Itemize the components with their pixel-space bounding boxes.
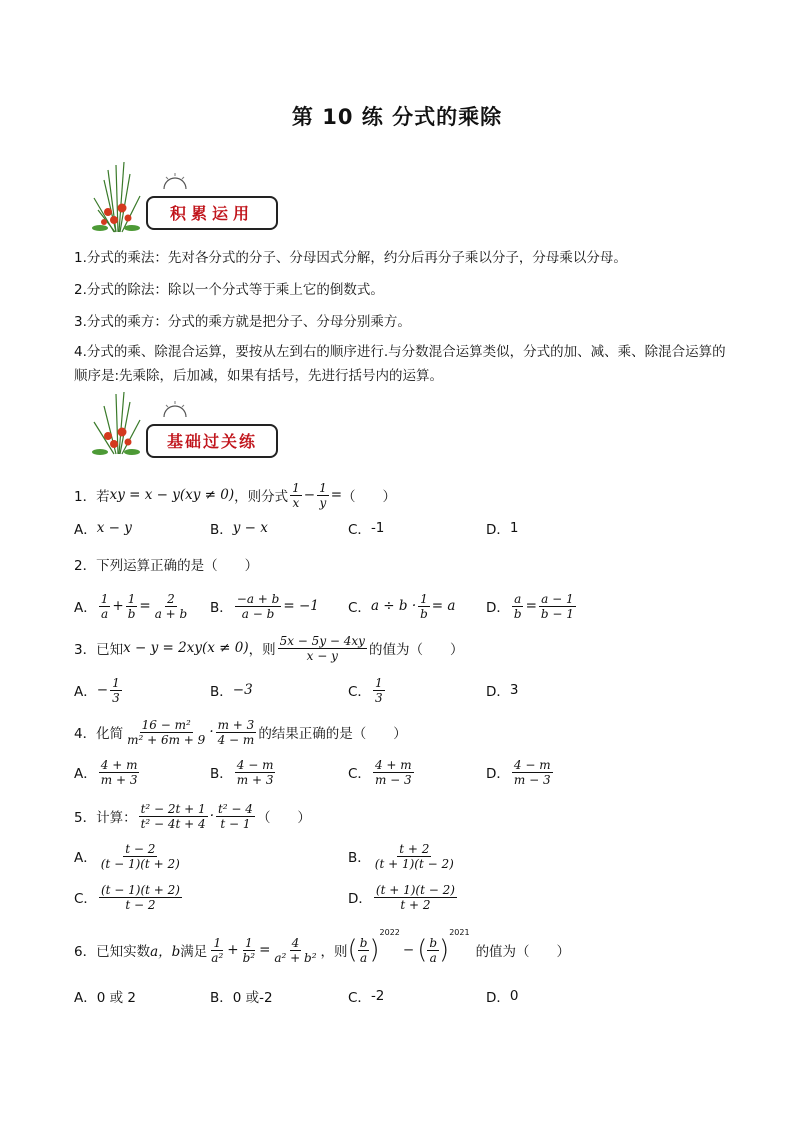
- q1-option-c[interactable]: C． -1: [348, 520, 385, 538]
- q2-option-d[interactable]: D． $\frac{a}{b}$ = $\frac{a - 1}{b - 1}$: [486, 591, 574, 621]
- q4-option-b[interactable]: B． $\frac{4 - m}{m + 3}$: [210, 757, 274, 787]
- q1-option-a[interactable]: A． x − y: [74, 520, 132, 538]
- question-2: 2．下列运算正确的是（ ）: [74, 558, 259, 574]
- q4-option-d[interactable]: D． $\frac{4 - m}{m - 3}$: [486, 757, 551, 787]
- q6-option-c[interactable]: C． -2: [348, 988, 385, 1006]
- q2-option-b[interactable]: B． $\frac{-a + b}{a - b}$ = −1: [210, 591, 319, 621]
- q5-option-a[interactable]: A． $\frac{t - 2}{(t - 1)(t + 2)}$: [74, 841, 180, 871]
- q4-option-a[interactable]: A． $\frac{4 + m}{m + 3}$: [74, 757, 138, 787]
- q1-option-d[interactable]: D． 1: [486, 520, 519, 538]
- q6-option-b[interactable]: B． 0 或-2: [210, 990, 273, 1006]
- question-4: 4．化简 $\frac{\text{16 − m²}}{\text{m² + 6m + 9}}$ · $\frac{m + 3}{4 - m}$ 的结果正确的是（ ）: [74, 717, 407, 747]
- question-5: 5．计算： $\frac{\text{t² − 2t + 1}}{\text{t² − 4t + 4}}$ · $\frac{\text{t² − 4}}{t - 1}$ （ ）: [74, 801, 311, 831]
- question-6: 6．已知实数 a，b 满足 $\frac{1}{\text{a²}}$ + $\frac{1}{\text{b²}}$ = $\frac{4}{\text{a² + b²}}$ ，则 ( $\frac{b}{a}$ ) 2022 − ( $\frac{b}{a}$ ) 2021 的值为（ ）: [74, 928, 571, 965]
- section-banner-basic: 基础过关练: [146, 424, 278, 458]
- knowledge-item-2: 2.分式的除法：除以一个分式等于乘上它的倒数式。: [74, 282, 384, 298]
- fraction: $\frac{1}{y}$: [319, 480, 327, 510]
- knowledge-item-1: 1.分式的乘法：先对各分式的分子、分母因式分解，约分后再分子乘以分子，分母乘以分母。: [74, 250, 627, 266]
- section-banner-accumulate: 积累运用: [146, 196, 278, 230]
- q6-option-d[interactable]: D． 0: [486, 988, 519, 1006]
- q3-option-a[interactable]: A． − $\frac{1}{3}$: [74, 675, 120, 705]
- q1-option-b[interactable]: B． y − x: [210, 520, 268, 538]
- q2-option-a[interactable]: A． $\frac{1}{a}$ + $\frac{1}{b}$ = $\frac{2}{a + b}$: [74, 591, 188, 621]
- q5-option-c[interactable]: C． $\frac{(t - 1)(t + 2)}{t - 2}$: [74, 882, 180, 912]
- q4-option-c[interactable]: C． $\frac{4 + m}{m - 3}$: [348, 757, 412, 787]
- sun-icon: [160, 400, 190, 422]
- knowledge-item-4: 4.分式的乘、除混合运算，要按从左到右的顺序进行.与分数混合运算类似，分式的加、减、乘、除混合运算的顺序是:先乘除，后加减，如果有括号，先进行括号内的运算。: [74, 344, 726, 384]
- question-3: 3．已知 x − y = 2xy(x ≠ 0) ，则 $\frac{5x - 5y - 4xy}{x - y}$ 的值为（ ）: [74, 633, 464, 663]
- q5-option-d[interactable]: D． $\frac{(t + 1)(t - 2)}{t + 2}$: [348, 882, 455, 912]
- q3-option-c[interactable]: C． $\frac{1}{3}$: [348, 675, 383, 705]
- knowledge-item-3: 3.分式的乘方：分式的乘方就是把分子、分母分别乘方。: [74, 314, 411, 330]
- page-title: 第 10 练 分式的乘除: [291, 105, 503, 129]
- sun-icon: [160, 172, 190, 194]
- fraction: $\frac{1}{x}$: [292, 480, 300, 510]
- q3-option-b[interactable]: B． −3: [210, 682, 253, 700]
- q5-option-b[interactable]: B． $\frac{t + 2}{(t + 1)(t - 2)}$: [348, 841, 454, 871]
- q3-option-d[interactable]: D． 3: [486, 682, 519, 700]
- q2-option-c[interactable]: C． a ÷ b · $\frac{1}{b}$ = a: [348, 591, 456, 621]
- question-1: 1．若 xy = x − y(xy ≠ 0) ，则分式 $\frac{1}{x}$ − $\frac{1}{y}$ = （ ）: [74, 480, 397, 510]
- q6-option-a[interactable]: A． 0 或 2: [74, 990, 137, 1006]
